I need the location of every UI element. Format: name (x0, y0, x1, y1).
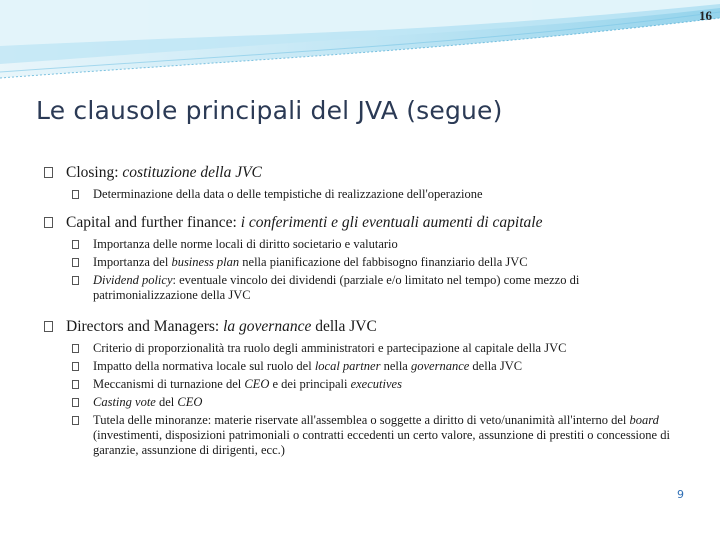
square-bullet-icon (72, 416, 79, 425)
square-bullet-icon (72, 362, 79, 371)
bullet-text-em: CEO (177, 395, 203, 409)
bullet-level2 (72, 395, 684, 410)
bullet-text: e dei principali (269, 377, 351, 391)
bullet-level2 (72, 359, 684, 374)
section-heading-em: i conferimenti e gli eventuali aumenti di capitale (240, 214, 543, 231)
bullet-level1 (44, 318, 684, 336)
header-wave-banner (0, 0, 720, 90)
bullet-text: Determinazione della data o delle tempistiche di realizzazione dell'operazione (93, 187, 483, 201)
bullet-text-em: local partner (314, 359, 381, 373)
square-bullet-icon (44, 167, 53, 178)
bullet-text-em: Casting vote (93, 395, 156, 409)
bullet-text-em: executives (350, 377, 402, 391)
bullet-level2 (72, 187, 684, 202)
square-bullet-icon (44, 321, 53, 332)
bullet-level2 (72, 237, 684, 252)
bullet-level2 (72, 413, 684, 458)
bullet-text: (investimenti, disposizioni patrimoniali o contratti eccedenti un certo valore, assunzione di prestiti o concessione di garanzie, assunzione di dirigenti, ecc.) (93, 428, 670, 457)
slide-title: Le clausole principali del JVA (segue) (36, 96, 503, 125)
bullet-text: nella pianificazione del fabbisogno finanziario della JVC (239, 255, 528, 269)
section-heading-em: costituzione della JVC (122, 164, 262, 181)
square-bullet-icon (72, 344, 79, 353)
bullet-level1 (44, 164, 684, 182)
section-heading-tail: della JVC (311, 318, 377, 335)
bullet-text: Tutela delle minoranze: materie riservate all'assemblea o soggette a diritto di veto/unanimità all'interno del (93, 413, 630, 427)
bullet-level2 (72, 255, 684, 270)
section-heading-em: la governance (223, 318, 312, 335)
section-heading: Capital and further finance: (66, 214, 241, 231)
bullet-text-em: board (629, 413, 659, 427)
square-bullet-icon (72, 258, 79, 267)
bullet-text: della JVC (469, 359, 523, 373)
square-bullet-icon (72, 190, 79, 199)
bullet-level1 (44, 214, 684, 232)
bullet-text-em: CEO (244, 377, 270, 391)
bullet-text-em: business plan (171, 255, 240, 269)
bullet-text: : eventuale vincolo dei dividendi (parziale e/o limitato nel tempo) come mezzo di patrimonializzazione della JVC (93, 273, 580, 302)
bullet-text: Impatto della normativa locale sul ruolo del (93, 359, 315, 373)
section-heading: Closing: (66, 164, 123, 181)
bullet-text: Criterio di proporzionalità tra ruolo degli amministratori e partecipazione al capitale della JVC (93, 341, 567, 355)
section-directors (44, 318, 684, 458)
square-bullet-icon (72, 380, 79, 389)
bullet-level2 (72, 341, 684, 356)
bullet-text: Importanza delle norme locali di diritto societario e valutario (93, 237, 398, 251)
square-bullet-icon (72, 276, 79, 285)
slide-content (44, 164, 684, 461)
bullet-text-em: Dividend policy (93, 273, 173, 287)
page-number: 9 (677, 488, 684, 501)
bullet-level2 (72, 377, 684, 392)
section-heading: Directors and Managers: (66, 318, 224, 335)
section-capital (44, 214, 684, 303)
bullet-text-em: governance (410, 359, 470, 373)
square-bullet-icon (44, 217, 53, 228)
section-closing (44, 164, 684, 202)
bullet-text: Importanza del (93, 255, 172, 269)
slide-number-top: 16 (699, 8, 712, 23)
bullet-text: Meccanismi di turnazione del (93, 377, 245, 391)
square-bullet-icon (72, 398, 79, 407)
bullet-level2 (72, 273, 684, 303)
bullet-text: nella (380, 359, 411, 373)
bullet-text: del (155, 395, 178, 409)
square-bullet-icon (72, 240, 79, 249)
